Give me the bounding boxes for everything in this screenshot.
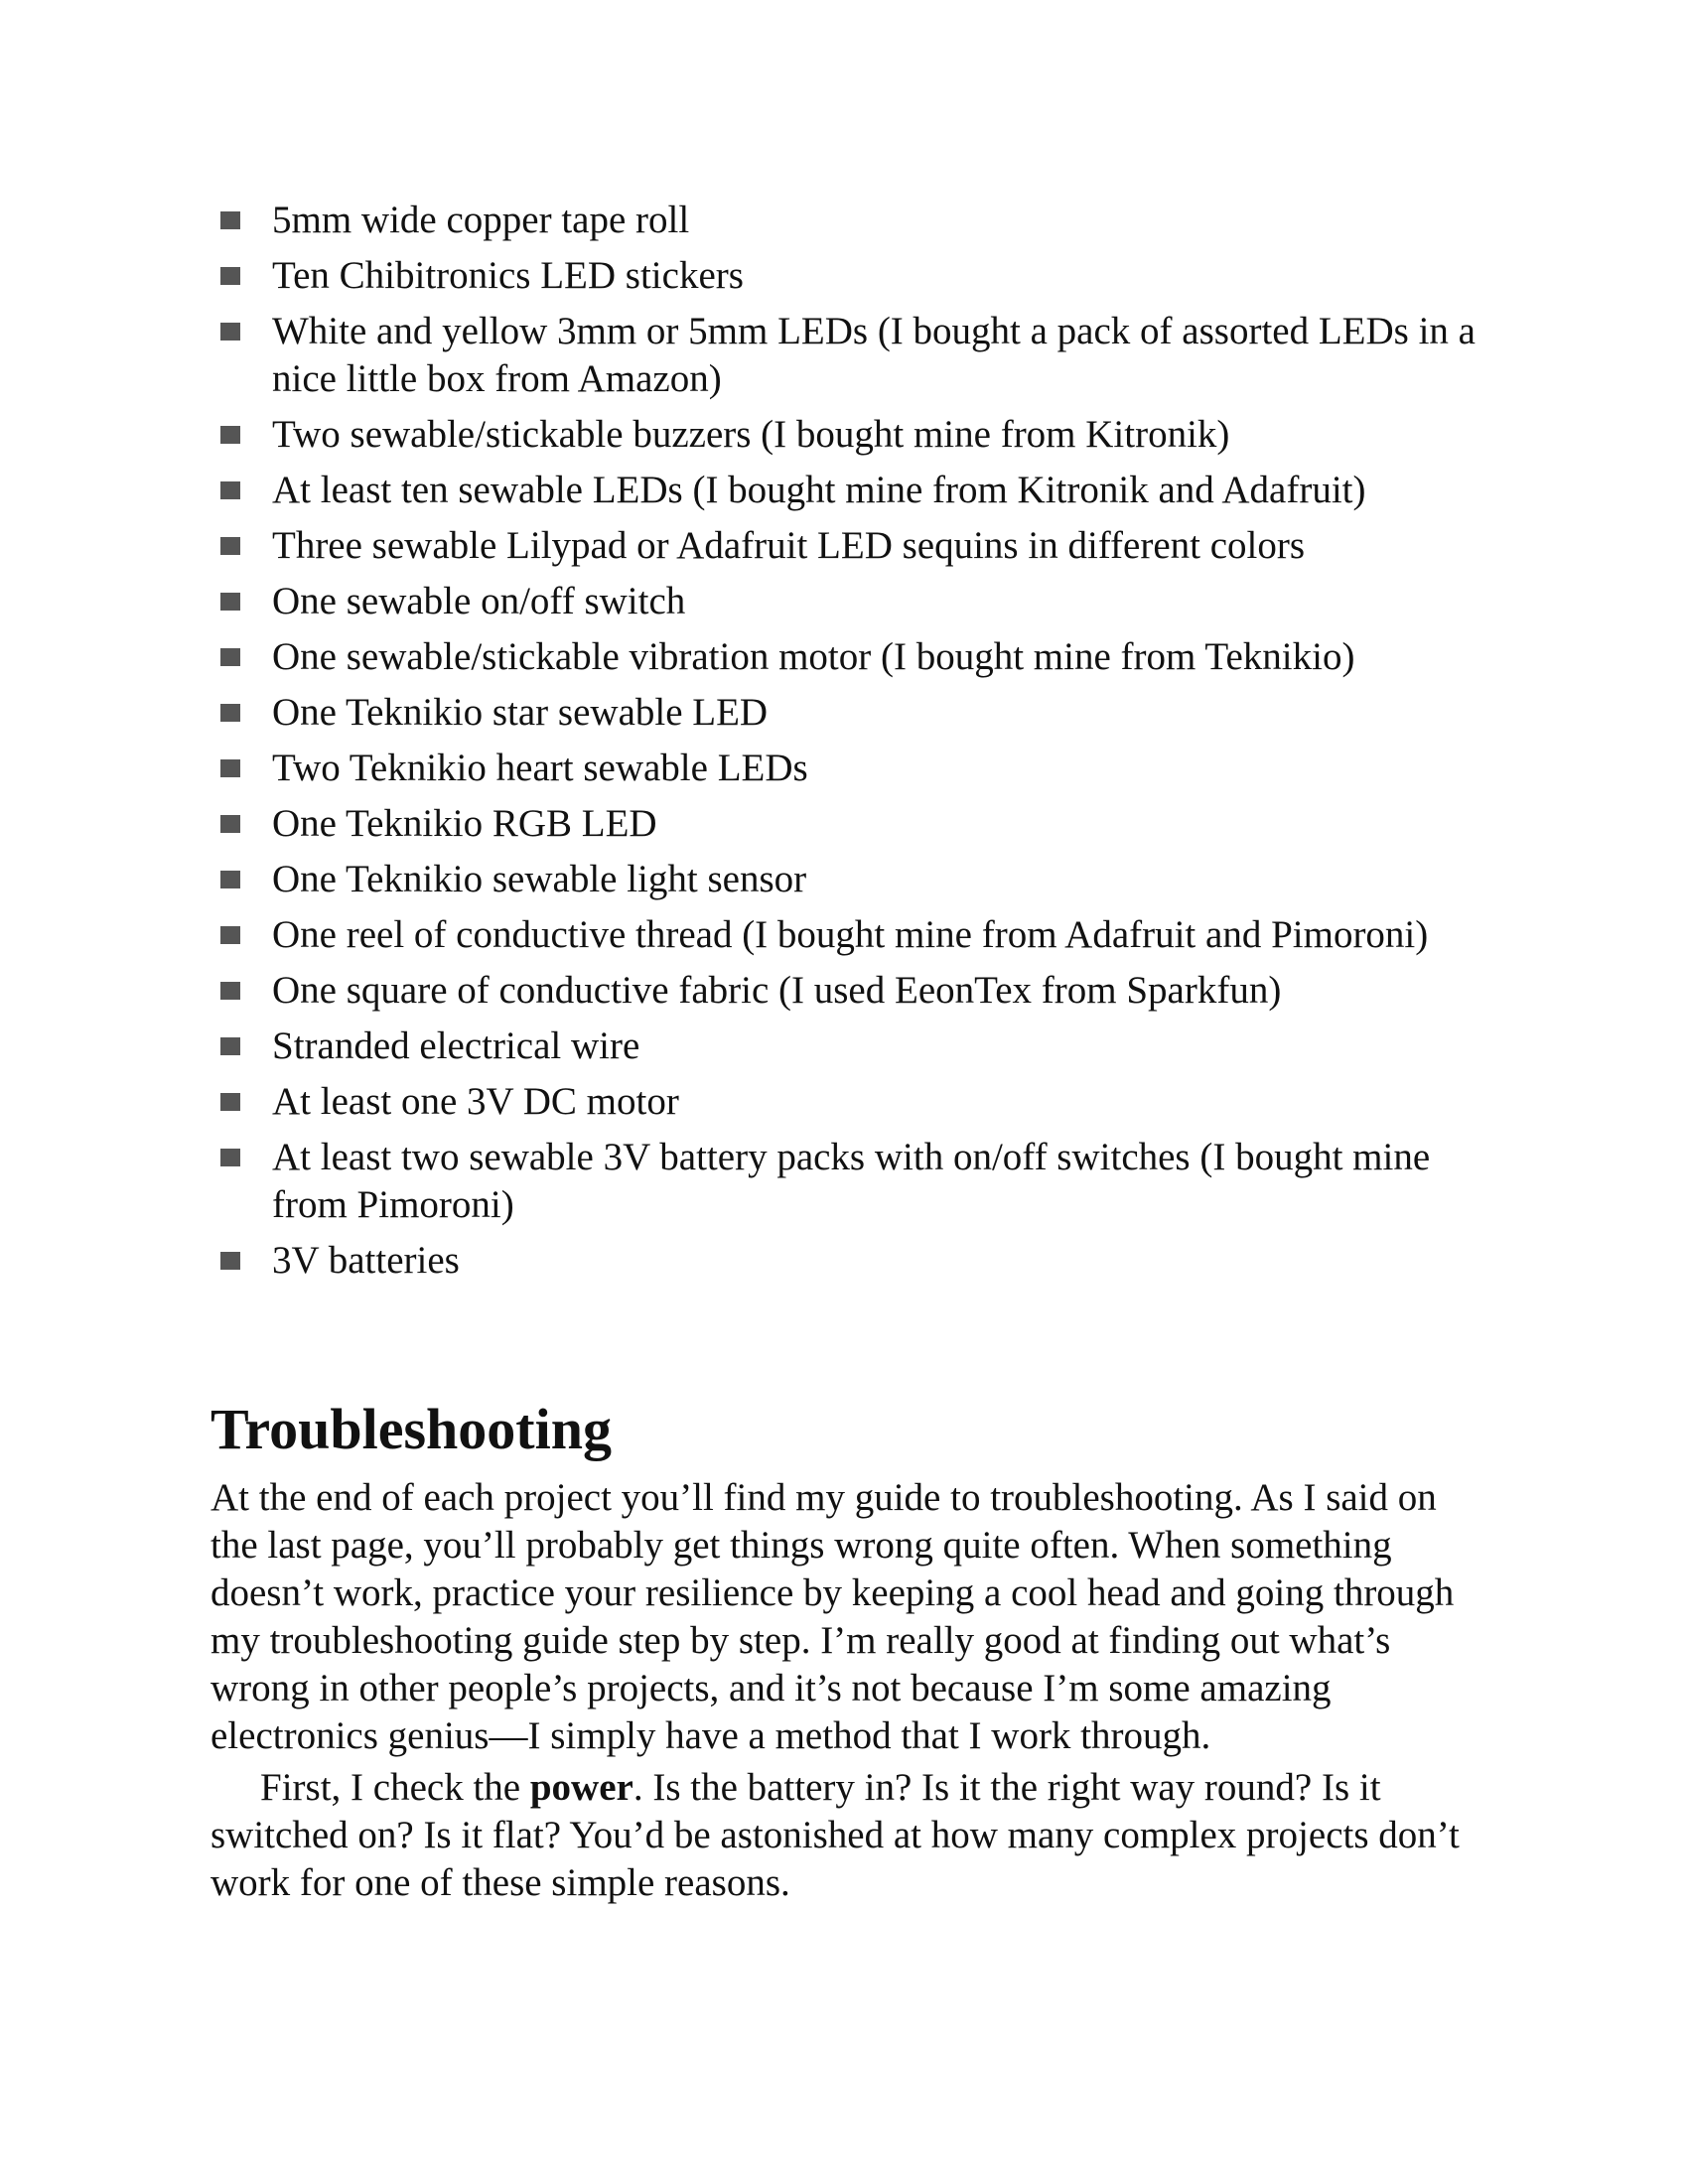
list-item xyxy=(220,411,1491,459)
list-item-text: One sewable on/off switch xyxy=(272,580,686,622)
list-item xyxy=(220,633,1491,681)
list-item-text: One square of conductive fabric (I used EeonTex from Sparkfun) xyxy=(272,969,1282,1012)
list-item xyxy=(220,522,1491,570)
list-item-text: 3V batteries xyxy=(272,1239,460,1282)
body-paragraph xyxy=(211,1764,1491,1907)
square-bullet-icon xyxy=(220,481,240,499)
materials-list xyxy=(220,197,1491,1293)
square-bullet-icon xyxy=(220,648,240,666)
list-item xyxy=(220,1078,1491,1126)
list-item-text: Two sewable/stickable buzzers (I bought mine from Kitronik) xyxy=(272,413,1230,456)
square-bullet-icon xyxy=(220,926,240,944)
list-item xyxy=(220,1134,1491,1229)
list-item xyxy=(220,856,1491,903)
square-bullet-icon xyxy=(220,704,240,722)
list-item-text: At least two sewable 3V battery packs with on/off switches (I bought mine from Pimoroni) xyxy=(272,1136,1431,1226)
list-item xyxy=(220,1237,1491,1285)
list-item xyxy=(220,800,1491,848)
list-item-text: Three sewable Lilypad or Adafruit LED sequins in different colors xyxy=(272,524,1306,567)
list-item-text: White and yellow 3mm or 5mm LEDs (I bought a pack of assorted LEDs in a nice little box from Amazon) xyxy=(272,310,1476,400)
emphasis-power: power xyxy=(529,1766,633,1809)
square-bullet-icon xyxy=(220,426,240,444)
square-bullet-icon xyxy=(220,267,240,285)
body-paragraph: At the end of each project you’ll find my guide to troubleshooting. As I said on the last page, you’ll probably get things wrong quite often. When something doesn’t work, practice your resilience by keeping a cool head and going through my troubleshooting guide step by step. I’m really good at finding out what’s wrong in other people’s projects, and it’s not because I’m some amazing electronics genius—I simply have a method that I work through. xyxy=(211,1476,1455,1757)
list-item xyxy=(220,967,1491,1015)
square-bullet-icon xyxy=(220,323,240,341)
square-bullet-icon xyxy=(220,1149,240,1166)
square-bullet-icon xyxy=(220,1037,240,1055)
list-item-text: Stranded electrical wire xyxy=(272,1024,640,1067)
list-item xyxy=(220,689,1491,737)
square-bullet-icon xyxy=(220,759,240,777)
list-item-text: 5mm wide copper tape roll xyxy=(272,199,690,241)
list-item xyxy=(220,467,1491,514)
list-item-text: At least ten sewable LEDs (I bought mine from Kitronik and Adafruit) xyxy=(272,469,1366,511)
list-item-text: Ten Chibitronics LED stickers xyxy=(272,254,744,297)
square-bullet-icon xyxy=(220,871,240,888)
list-item xyxy=(220,1023,1491,1070)
list-item xyxy=(220,911,1491,959)
square-bullet-icon xyxy=(220,1093,240,1111)
list-item xyxy=(220,197,1491,244)
paragraph-text: First, I check the xyxy=(260,1766,530,1809)
list-item-text: Two Teknikio heart sewable LEDs xyxy=(272,747,808,789)
list-item-text: At least one 3V DC motor xyxy=(272,1080,679,1123)
list-item-text: One Teknikio sewable light sensor xyxy=(272,858,807,900)
list-item-text: One Teknikio star sewable LED xyxy=(272,691,769,734)
list-item xyxy=(220,578,1491,625)
list-item xyxy=(220,745,1491,792)
square-bullet-icon xyxy=(220,815,240,833)
list-item-text: One reel of conductive thread (I bought mine from Adafruit and Pimoroni) xyxy=(272,913,1429,956)
list-item-text: One sewable/stickable vibration motor (I bought mine from Teknikio) xyxy=(272,635,1355,678)
troubleshooting-section xyxy=(211,1395,1491,1911)
paragraph-text: . Is the battery in? Is it the right way round? Is it switched on? Is it flat? You’d be astonished at how many complex projects don’t work for one of these simple reasons. xyxy=(211,1766,1460,1904)
square-bullet-icon xyxy=(220,537,240,555)
square-bullet-icon xyxy=(220,1252,240,1270)
list-item xyxy=(220,252,1491,300)
list-item xyxy=(220,308,1491,403)
list-item-text: One Teknikio RGB LED xyxy=(272,802,657,845)
square-bullet-icon xyxy=(220,593,240,611)
square-bullet-icon xyxy=(220,982,240,1000)
square-bullet-icon xyxy=(220,211,240,229)
section-heading: Troubleshooting xyxy=(211,1397,612,1461)
